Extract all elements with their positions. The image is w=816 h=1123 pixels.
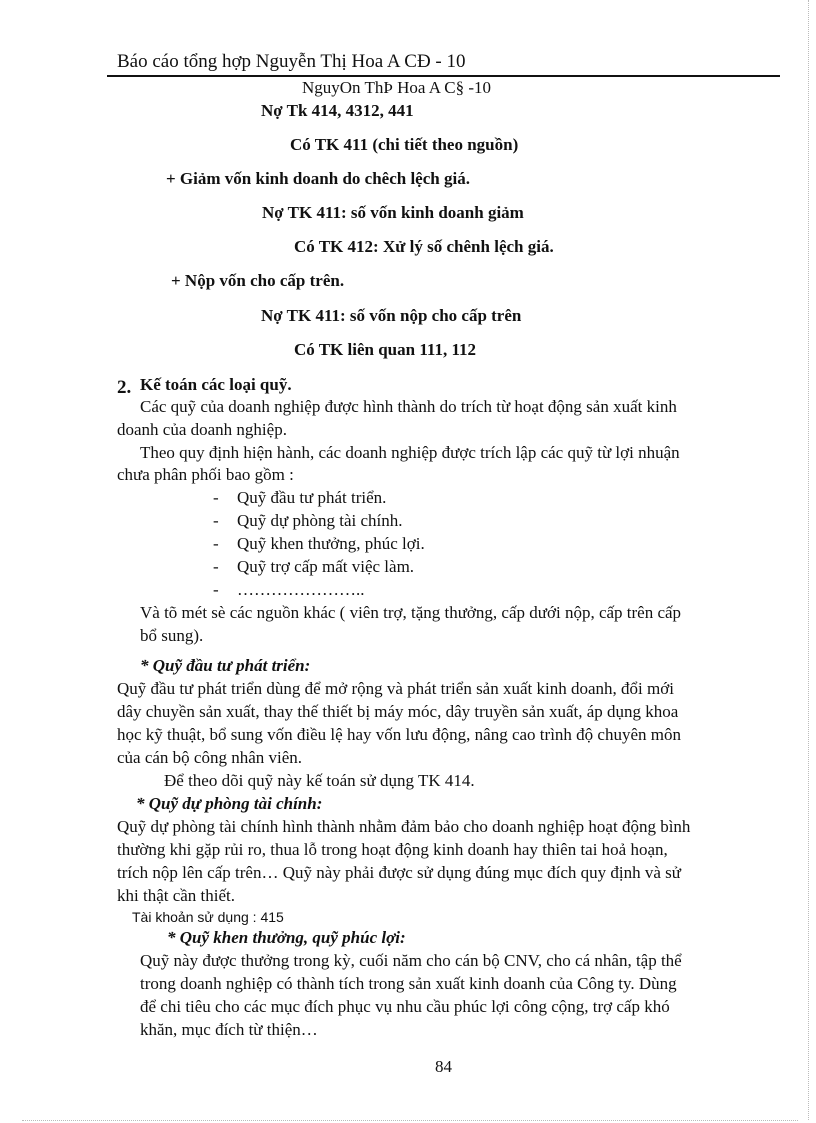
- khen-thuong-line4: khăn, mục đích từ thiện…: [140, 1020, 318, 1039]
- header-rule: [107, 75, 780, 77]
- du-phong-account: Tài khoản sử dụng : 415: [132, 909, 284, 925]
- entry-no-411-nop: Nợ TK 411: số vốn nộp cho cấp trên: [261, 306, 522, 325]
- para2-line1: Theo quy định hiện hành, các doanh nghiệp được trích lập các quỹ từ lợi nhuận: [140, 443, 680, 462]
- du-phong-line4: khi thật cần thiết.: [117, 886, 236, 905]
- list-item: …………………..: [237, 580, 365, 599]
- dau-tu-line4: của cán bộ công nhân viên.: [117, 748, 303, 767]
- dau-tu-line3: học kỹ thuật, bổ sung vốn điều lệ hay vốn lưu động, nâng cao trình độ chuyên môn: [117, 725, 681, 744]
- du-phong-heading: * Quỹ dự phòng tài chính:: [136, 794, 323, 813]
- para2-line2: chưa phân phối bao gồm :: [117, 465, 294, 484]
- para1-line1: Các quỹ của doanh nghiệp được hình thành do trích từ hoạt động sản xuất kinh: [140, 397, 677, 416]
- list-bullet: -: [213, 580, 219, 599]
- para3-line1: Và tõ mét sè các nguồn khác ( viên trợ, tặng thưởng, cấp dưới nộp, cấp trên cấp: [140, 603, 682, 622]
- para3-line2: bổ sung).: [140, 626, 204, 645]
- khen-thuong-line3: để chi tiêu cho các mục đích phục vụ nhu cầu phúc lợi công cộng, trợ cấp khó: [140, 997, 670, 1016]
- khen-thuong-line1: Quỹ này được thưởng trong kỳ, cuối năm cho cán bộ CNV, cho cá nhân, tập thể: [140, 951, 682, 970]
- entry-co-lien-quan: Có TK liên quan 111, 112: [294, 340, 477, 359]
- list-bullet: -: [213, 488, 219, 507]
- header-subtitle: NguyOn ThÞ Hoa A C§ -10: [302, 78, 492, 97]
- page-edge-bottom: [22, 1120, 798, 1121]
- section-heading: Kế toán các loại quỹ.: [140, 375, 292, 394]
- du-phong-line3: trích nộp lên cấp trên… Quỹ này phải được sử dụng đúng mục đích quy định và sử: [117, 863, 681, 882]
- list-bullet: -: [213, 534, 219, 553]
- entry-co-412: Có TK 412: Xử lý số chênh lệch giá.: [294, 237, 554, 256]
- list-bullet: -: [213, 557, 219, 576]
- section-number: 2.: [117, 377, 132, 398]
- dau-tu-line1: Quỹ đầu tư phát triển dùng để mở rộng và phát triển sản xuất kinh doanh, đổi mới: [117, 679, 674, 698]
- dau-tu-line2: dây chuyền sản xuất, thay thế thiết bị máy móc, dây truyền sản xuất, áp dụng khoa: [117, 702, 679, 721]
- page-edge-right: [808, 0, 809, 1120]
- list-bullet: -: [213, 511, 219, 530]
- du-phong-line1: Quỹ dự phòng tài chính hình thành nhằm đảm bảo cho doanh nghiệp hoạt động bình: [117, 817, 691, 836]
- list-item: Quỹ khen thưởng, phúc lợi.: [237, 534, 425, 553]
- para1-line2: doanh của doanh nghiệp.: [117, 420, 287, 439]
- list-item: Quỹ trợ cấp mất việc làm.: [237, 557, 415, 576]
- dau-tu-line5: Để theo dõi quỹ này kế toán sử dụng TK 414.: [164, 771, 475, 790]
- du-phong-line2: thường khi gặp rủi ro, thua lỗ trong hoạt động kinh doanh hay thiên tai hoả hoạn,: [117, 840, 668, 859]
- list-item: Quỹ đầu tư phát triển.: [237, 488, 387, 507]
- entry-nop-von: + Nộp vốn cho cấp trên.: [171, 271, 345, 290]
- list-item: Quỹ dự phòng tài chính.: [237, 511, 403, 530]
- entry-no-414: Nợ Tk 414, 4312, 441: [261, 101, 414, 120]
- entry-no-411-giam: Nợ TK 411: số vốn kinh doanh giảm: [262, 203, 524, 222]
- khen-thuong-line2: trong doanh nghiệp có thành tích trong sản xuất kinh doanh của Công ty. Dùng: [140, 974, 677, 993]
- dau-tu-heading: * Quỹ đầu tư phát triển:: [140, 656, 311, 675]
- page-number: 84: [435, 1057, 452, 1076]
- entry-co-411: Có TK 411 (chi tiết theo nguồn): [290, 135, 519, 154]
- header-title: Báo cáo tổng hợp Nguyễn Thị Hoa A CĐ - 10: [117, 51, 466, 72]
- khen-thuong-heading: * Quỹ khen thưởng, quỹ phúc lợi:: [167, 928, 406, 947]
- entry-giam-von: + Giảm vốn kinh doanh do chêch lệch giá.: [166, 169, 470, 188]
